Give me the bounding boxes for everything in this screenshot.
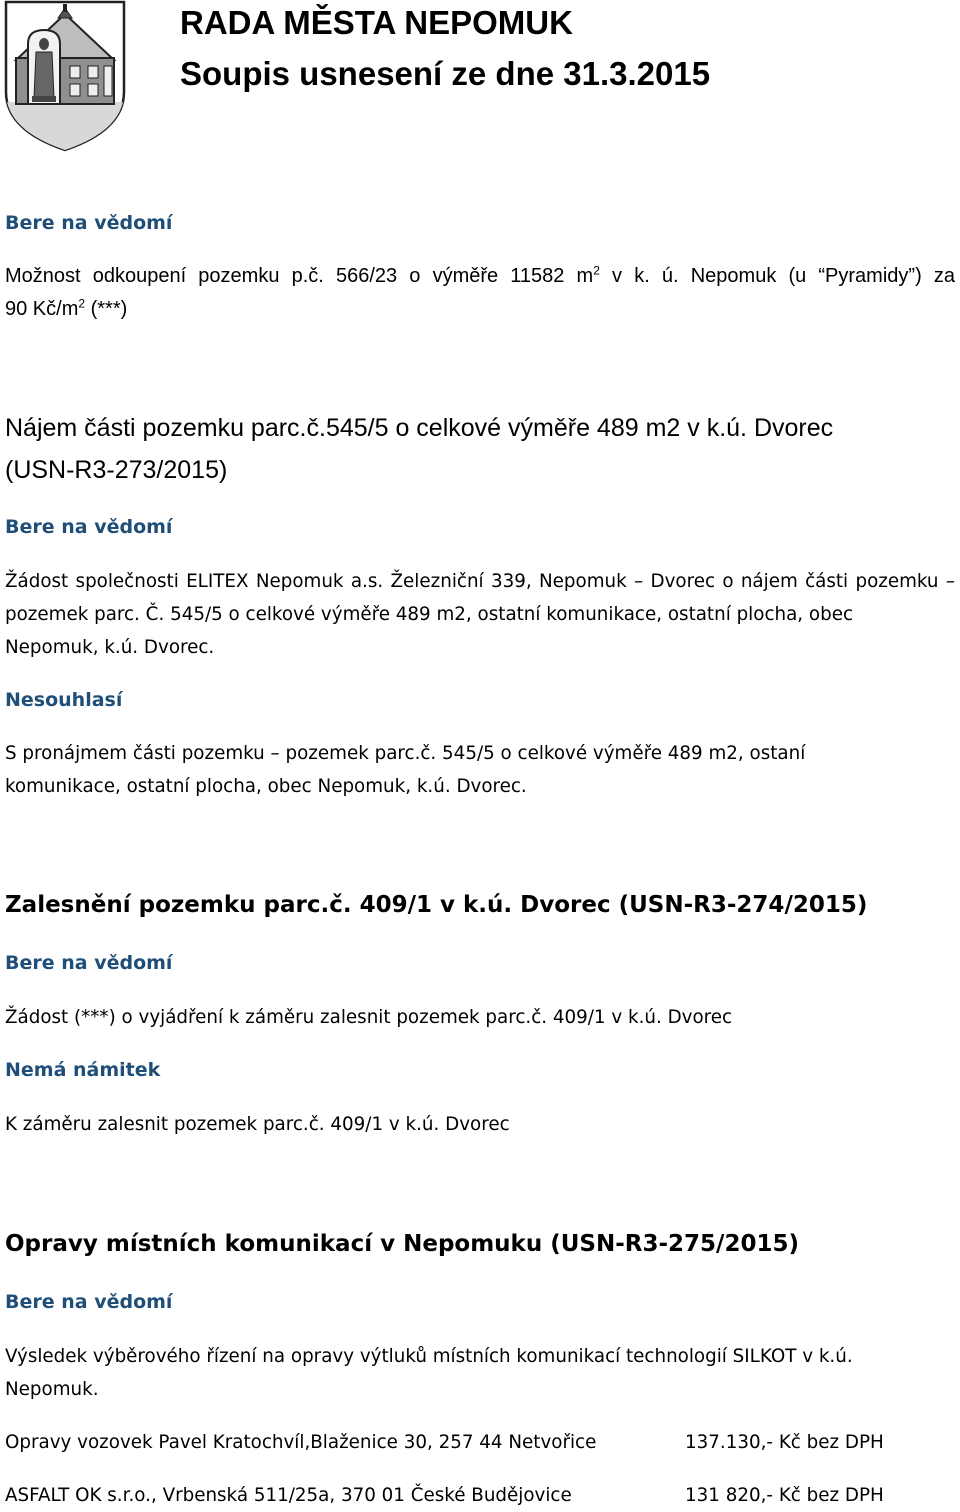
paragraph-line	[5, 293, 127, 326]
decision-label-acknowledged: Bere na vědomí	[5, 1291, 173, 1313]
council-title: RADA MĚSTA NEPOMUK	[180, 4, 573, 41]
paragraph-line: Výsledek výběrového řízení na opravy výtluků místních komunikací technologií SILKOT v k.ú.	[5, 1346, 853, 1367]
offer-company: Opravy vozovek Pavel Kratochvíl,Blaženice 30, 257 44 Netvořice	[5, 1432, 597, 1453]
offer-row	[5, 1479, 955, 1512]
offer-price: 131 820,- Kč bez DPH	[685, 1485, 884, 1506]
superscript: 2	[593, 263, 600, 278]
paragraph-line	[5, 260, 955, 293]
paragraph-line: Nepomuk, k.ú. Dvorec.	[5, 637, 215, 658]
text-segment: 90 Kč/m	[5, 298, 79, 320]
paragraph-line: komunikace, ostatní plocha, obec Nepomuk, k.ú. Dvorec.	[5, 776, 527, 797]
paragraph-line: Nepomuk.	[5, 1379, 99, 1400]
decision-label-no-objection: Nemá námitek	[5, 1059, 161, 1081]
section-heading: Nájem části pozemku parc.č.545/5 o celkové výměře 489 m2 v k.ú. Dvorec	[5, 414, 834, 442]
decision-label-disagrees: Nesouhlasí	[5, 689, 123, 711]
city-coat-of-arms-logo	[2, 0, 128, 152]
text-segment: (***)	[85, 298, 128, 320]
section-heading: Zalesnění pozemku parc.č. 409/1 v k.ú. Dvorec (USN-R3-274/2015)	[5, 892, 868, 918]
paragraph-line: pozemek parc. Č. 545/5 o celkové výměře 489 m2, ostatní komunikace, ostatní plocha, obec	[5, 604, 853, 625]
offer-company: ASFALT OK s.r.o., Vrbenská 511/25a, 370 01 České Budějovice	[5, 1485, 572, 1506]
offer-price: 137.130,- Kč bez DPH	[685, 1432, 884, 1453]
section-heading: Opravy místních komunikací v Nepomuku (USN-R3-275/2015)	[5, 1231, 799, 1257]
paragraph-line: Žádost (***) o vyjádření k záměru zalesnit pozemek parc.č. 409/1 v k.ú. Dvorec	[5, 1007, 733, 1028]
superscript: 2	[78, 296, 86, 311]
resolutions-date-title: Soupis usnesení ze dne 31.3.2015	[180, 55, 711, 92]
paragraph-line: Žádost společnosti ELITEX Nepomuk a.s. Železniční 339, Nepomuk – Dvorec o nájem části pozemku –	[5, 571, 955, 592]
paragraph-line: S pronájmem části pozemku – pozemek parc.č. 545/5 o celkové výměře 489 m2, ostaní	[5, 743, 806, 764]
offer-row	[5, 1426, 955, 1459]
decision-label-acknowledged: Bere na vědomí	[5, 952, 173, 974]
paragraph-line: K záměru zalesnit pozemek parc.č. 409/1 v k.ú. Dvorec	[5, 1114, 510, 1135]
decision-label-acknowledged: Bere na vědomí	[5, 516, 173, 538]
text-segment: Možnost odkoupení pozemku p.č. 566/23 o výměře 11582 m	[5, 265, 594, 287]
section-heading-line2: (USN-R3-273/2015)	[5, 456, 228, 484]
text-segment: v k. ú. Nepomuk (u “Pyramidy”) za	[599, 265, 955, 287]
decision-label-acknowledged: Bere na vědomí	[5, 212, 173, 234]
